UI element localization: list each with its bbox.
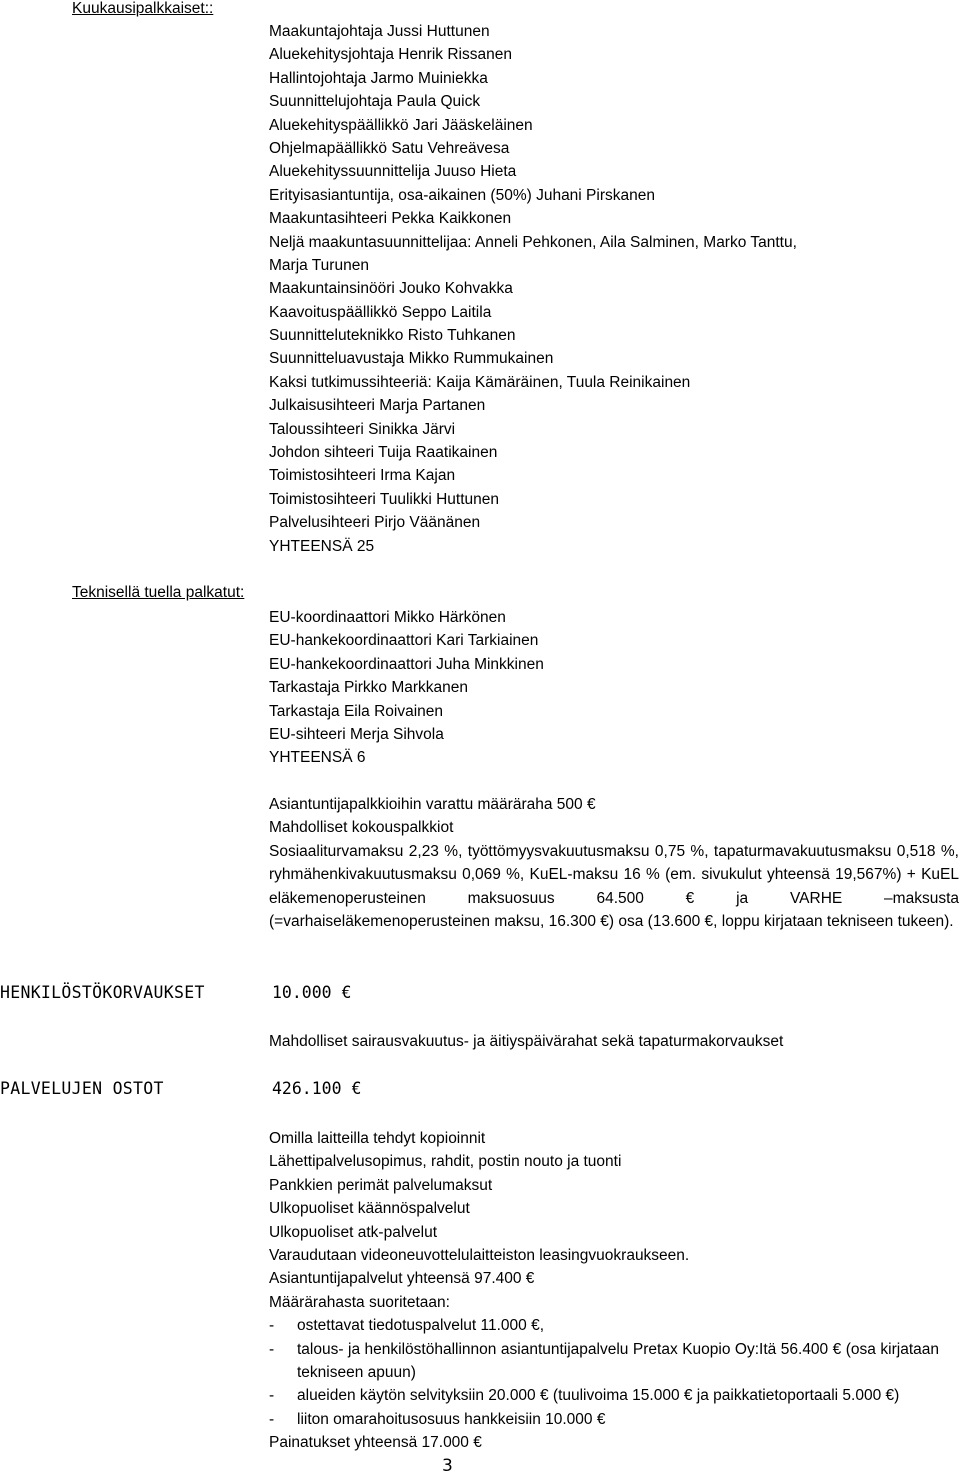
staff-line: Suunnitteluteknikko Risto Tuhkanen — [269, 327, 516, 345]
staff-line: Julkaisusihteeri Marja Partanen — [269, 397, 486, 415]
staff-line: Aluekehitysjohtaja Henrik Rissanen — [269, 46, 512, 64]
staff-line: Kaksi tutkimussihteeriä: Kaija Kämäräinen, Tuula Reinikainen — [269, 373, 691, 391]
technical-staff-label: Teknisellä tuella palkatut: — [72, 584, 245, 601]
staff-line: Palvelusihteeri Pirjo Väänänen — [269, 514, 481, 532]
service-line: Varaudutaan videoneuvottelulaitteiston leasingvuokraukseen. — [269, 1246, 690, 1264]
service-line: Omilla laitteilla tehdyt kopioinnit — [269, 1130, 486, 1147]
staff-line: EU-koordinaattori Mikko Härkönen — [269, 609, 506, 626]
personnel-comp-amount: 10.000 € — [272, 983, 352, 1002]
staff-line: Johdon sihteeri Tuija Raatikainen — [269, 444, 498, 462]
fees-section — [269, 793, 959, 933]
personnel-comp-heading: HENKILÖSTÖKORVAUKSET — [0, 983, 205, 1002]
staff-line: Hallintojohtaja Jarmo Muiniekka — [269, 69, 488, 87]
staff-line: Maakuntainsinööri Jouko Kohvakka — [269, 280, 513, 298]
dash-marker: - — [269, 1410, 275, 1428]
staff-line: Suunnittelujohtaja Paula Quick — [269, 93, 481, 111]
bullet-text: talous- ja henkilöstöhallinnon asiantuntijapalvelu Pretax Kuopio Oy:Itä 56.400 € (osa kirjataan tekniseen apuun) — [297, 1340, 939, 1381]
monthly-total: YHTEENSÄ 25 — [269, 537, 375, 555]
monthly-staff-list — [269, 20, 959, 558]
dash-marker: - — [269, 1317, 275, 1335]
printing-total-line: Painatukset yhteensä 17.000 € — [269, 1434, 482, 1452]
staff-line: Tarkastaja Pirkko Markkanen — [269, 679, 468, 697]
staff-line: Erityisasiantuntija, osa-aikainen (50%) Juhani Pirskanen — [269, 186, 655, 204]
bullet-item — [269, 1384, 959, 1407]
bullet-item — [269, 1408, 959, 1431]
page-number: 3 — [442, 1456, 453, 1476]
staff-line: EU-hankekoordinaattori Kari Tarkiainen — [269, 632, 539, 650]
staff-line: Aluekehityssuunnittelija Juuso Hieta — [269, 163, 517, 181]
staff-line: Maakuntajohtaja Jussi Huttunen — [269, 23, 490, 40]
staff-line: Kaavoituspäällikkö Seppo Laitila — [269, 303, 492, 321]
staff-line: Neljä maakuntasuunnittelijaa: Anneli Pehkonen, Aila Salminen, Marko Tanttu, — [269, 233, 797, 251]
bullet-text: ostettavat tiedotuspalvelut 11.000 €, — [297, 1317, 545, 1335]
dash-marker: - — [269, 1387, 275, 1405]
expert-fee-line: Asiantuntijapalkkioihin varattu määräraha 500 € — [269, 796, 596, 813]
services-list — [269, 1127, 959, 1455]
staff-line: Ohjelmapäällikkö Satu Vehreävesa — [269, 139, 510, 157]
personnel-comp-text — [269, 1030, 959, 1053]
service-line: Pankkien perimät palvelumaksut — [269, 1176, 493, 1194]
technical-staff-list — [269, 606, 959, 770]
service-line: Ulkopuoliset atk-palvelut — [269, 1223, 438, 1241]
personnel-comp-line: Mahdolliset sairausvakuutus- ja äitiyspäivärahat sekä tapaturmakorvaukset — [269, 1033, 784, 1050]
meeting-fees-line: Mahdolliset kokouspalkkiot — [269, 819, 454, 837]
service-line: Ulkopuoliset käännöspalvelut — [269, 1200, 470, 1218]
staff-line: EU-hankekoordinaattori Juha Minkkinen — [269, 655, 544, 673]
insurance-paragraph: Sosiaaliturvamaksu 2,23 %, työttömyysvakuutusmaksu 0,75 %, tapaturmavakuutusmaksu 0,518 %, ryhmähenkivakuutusmaksu 0,069 %, KuEL-maksu 16 % (em. sivukulut yhteensä 19,567%) + KuEL eläkemenoperusteinen maksuosuus 64.500 € ja VARHE –maksusta (=varhaiseläkemenoperusteinen maksu, 16.300 €) osa (13.600 €, loppu kirjataan tekniseen tukeen). — [269, 842, 959, 930]
services-amount: 426.100 € — [272, 1079, 362, 1098]
services-heading: PALVELUJEN OSTOT — [0, 1079, 164, 1098]
bullet-item — [269, 1314, 959, 1337]
staff-line: Tarkastaja Eila Roivainen — [269, 702, 444, 720]
service-line: Asiantuntijapalvelut yhteensä 97.400 € — [269, 1270, 535, 1288]
staff-line: Maakuntasihteeri Pekka Kaikkonen — [269, 210, 512, 228]
staff-line: Aluekehityspäällikkö Jari Jääskeläinen — [269, 116, 533, 134]
monthly-salaried-label: Kuukausipalkkaiset:: — [72, 0, 214, 17]
staff-line: Taloussihteeri Sinikka Järvi — [269, 420, 456, 438]
service-line: Lähettipalvelusopimus, rahdit, postin nouto ja tuonti — [269, 1153, 622, 1171]
staff-line: Suunnitteluavustaja Mikko Rummukainen — [269, 350, 554, 368]
bullet-text: liiton omarahoitusosuus hankkeisiin 10.000 € — [297, 1410, 606, 1428]
service-line: Määrärahasta suoritetaan: — [269, 1293, 450, 1311]
dash-marker: - — [269, 1340, 275, 1358]
technical-total: YHTEENSÄ 6 — [269, 749, 366, 767]
staff-line: EU-sihteeri Merja Sihvola — [269, 725, 444, 743]
bullet-text: alueiden käytön selvityksiin 20.000 € (tuulivoima 15.000 € ja paikkatietoportaali 5.000 €) — [297, 1387, 900, 1405]
bullet-item — [269, 1338, 939, 1385]
staff-line: Toimistosihteeri Irma Kajan — [269, 467, 456, 485]
staff-line: Marja Turunen — [269, 256, 369, 274]
staff-line: Toimistosihteeri Tuulikki Huttunen — [269, 490, 500, 508]
